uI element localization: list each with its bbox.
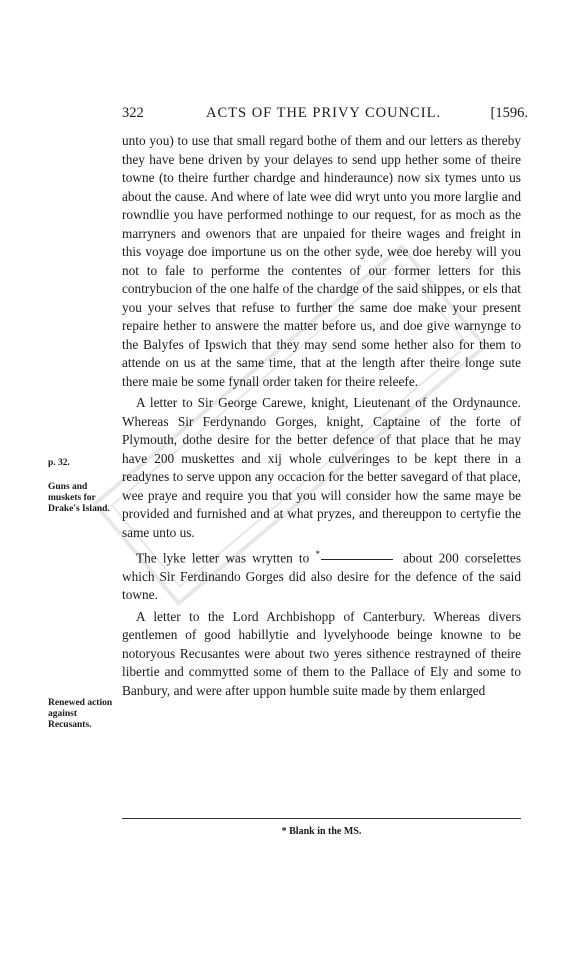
margin-note-guns: Guns and muskets for Drake's Island. xyxy=(48,482,110,514)
footnote-marker: * xyxy=(315,549,320,559)
blank-line xyxy=(321,559,393,560)
running-title: ACTS OF THE PRIVY COUNCIL. xyxy=(206,105,442,121)
paragraph-4: A letter to the Lord Archbishopp of Canterbury. Whereas divers gentlemen of good habillytie and lyvelyhoode beinge knowne to be notoryous Recusantes were about two yeres sithence restrayned of theire libertie and commytted some of them to the Pallace of Ely and some to Banbury, and were after uppon humble suite made by them enlarged xyxy=(122,608,521,698)
footnote-divider xyxy=(122,818,521,819)
page-number: 322 xyxy=(122,105,144,121)
year-label: [1596. xyxy=(490,105,528,121)
paragraph-2: A letter to Sir George Carewe, knight, Lieutenant of the Ordynaunce. Whereas Sir Ferdynando Gorges, knight, Captaine of the forte of Plymouth, dothe desire for the better defence of that place that he may have 200 muskettes and xij whole culveringes to be kept there in a readynes to serve uppon any occacion for the better savegard of that place, wee praye and require you that you will consider how the same maye be provided and furnished and at what pryzes, and thereuppon to certyfie the same unto us. xyxy=(122,395,521,540)
margin-note-recusants: Renewed action against Recusants. xyxy=(48,698,113,730)
paragraph-3 xyxy=(122,545,521,605)
body-text xyxy=(122,132,521,703)
page-header xyxy=(122,105,528,127)
paragraph-1: unto you) to use that small regard bothe of them and our letters as thereby they have bene driven by your delayes to send upp hether some of theire towne (to theire further chardge and hinderaunce) now six tymes unto us about the cause. And where of late wee did wryt unto you more larglie and rowndlie you have performed nothinge to our request, for as moch as the marryners and owenors that are unpaied for theire wages and freight in this voyage doe importune us on the other syde, wee doe hereby will you not to fale to performe the contentes of our former letters for this contrybucion of the one halfe of the chardge of the said shippes, or els that you your selves that refuse to further the same doe make your present repaire hether to answere the matter before us, and doe give warnynge to the Balyfes of Ipswich that they may send some hether also for them to attende on us at the same time, that at the length after theire longe sute there maie be some fynall order taken for theire releefe. xyxy=(122,133,521,389)
margin-note-page-ref: p. 32. xyxy=(48,458,70,468)
paragraph-3-start: The lyke letter was wrytten to xyxy=(136,550,310,566)
footnote: * Blank in the MS. xyxy=(281,826,362,837)
paragraph-3-end: about 200 corselettes which Sir Ferdinando Gorges did also desire for the defence of the said towne. xyxy=(122,550,521,603)
